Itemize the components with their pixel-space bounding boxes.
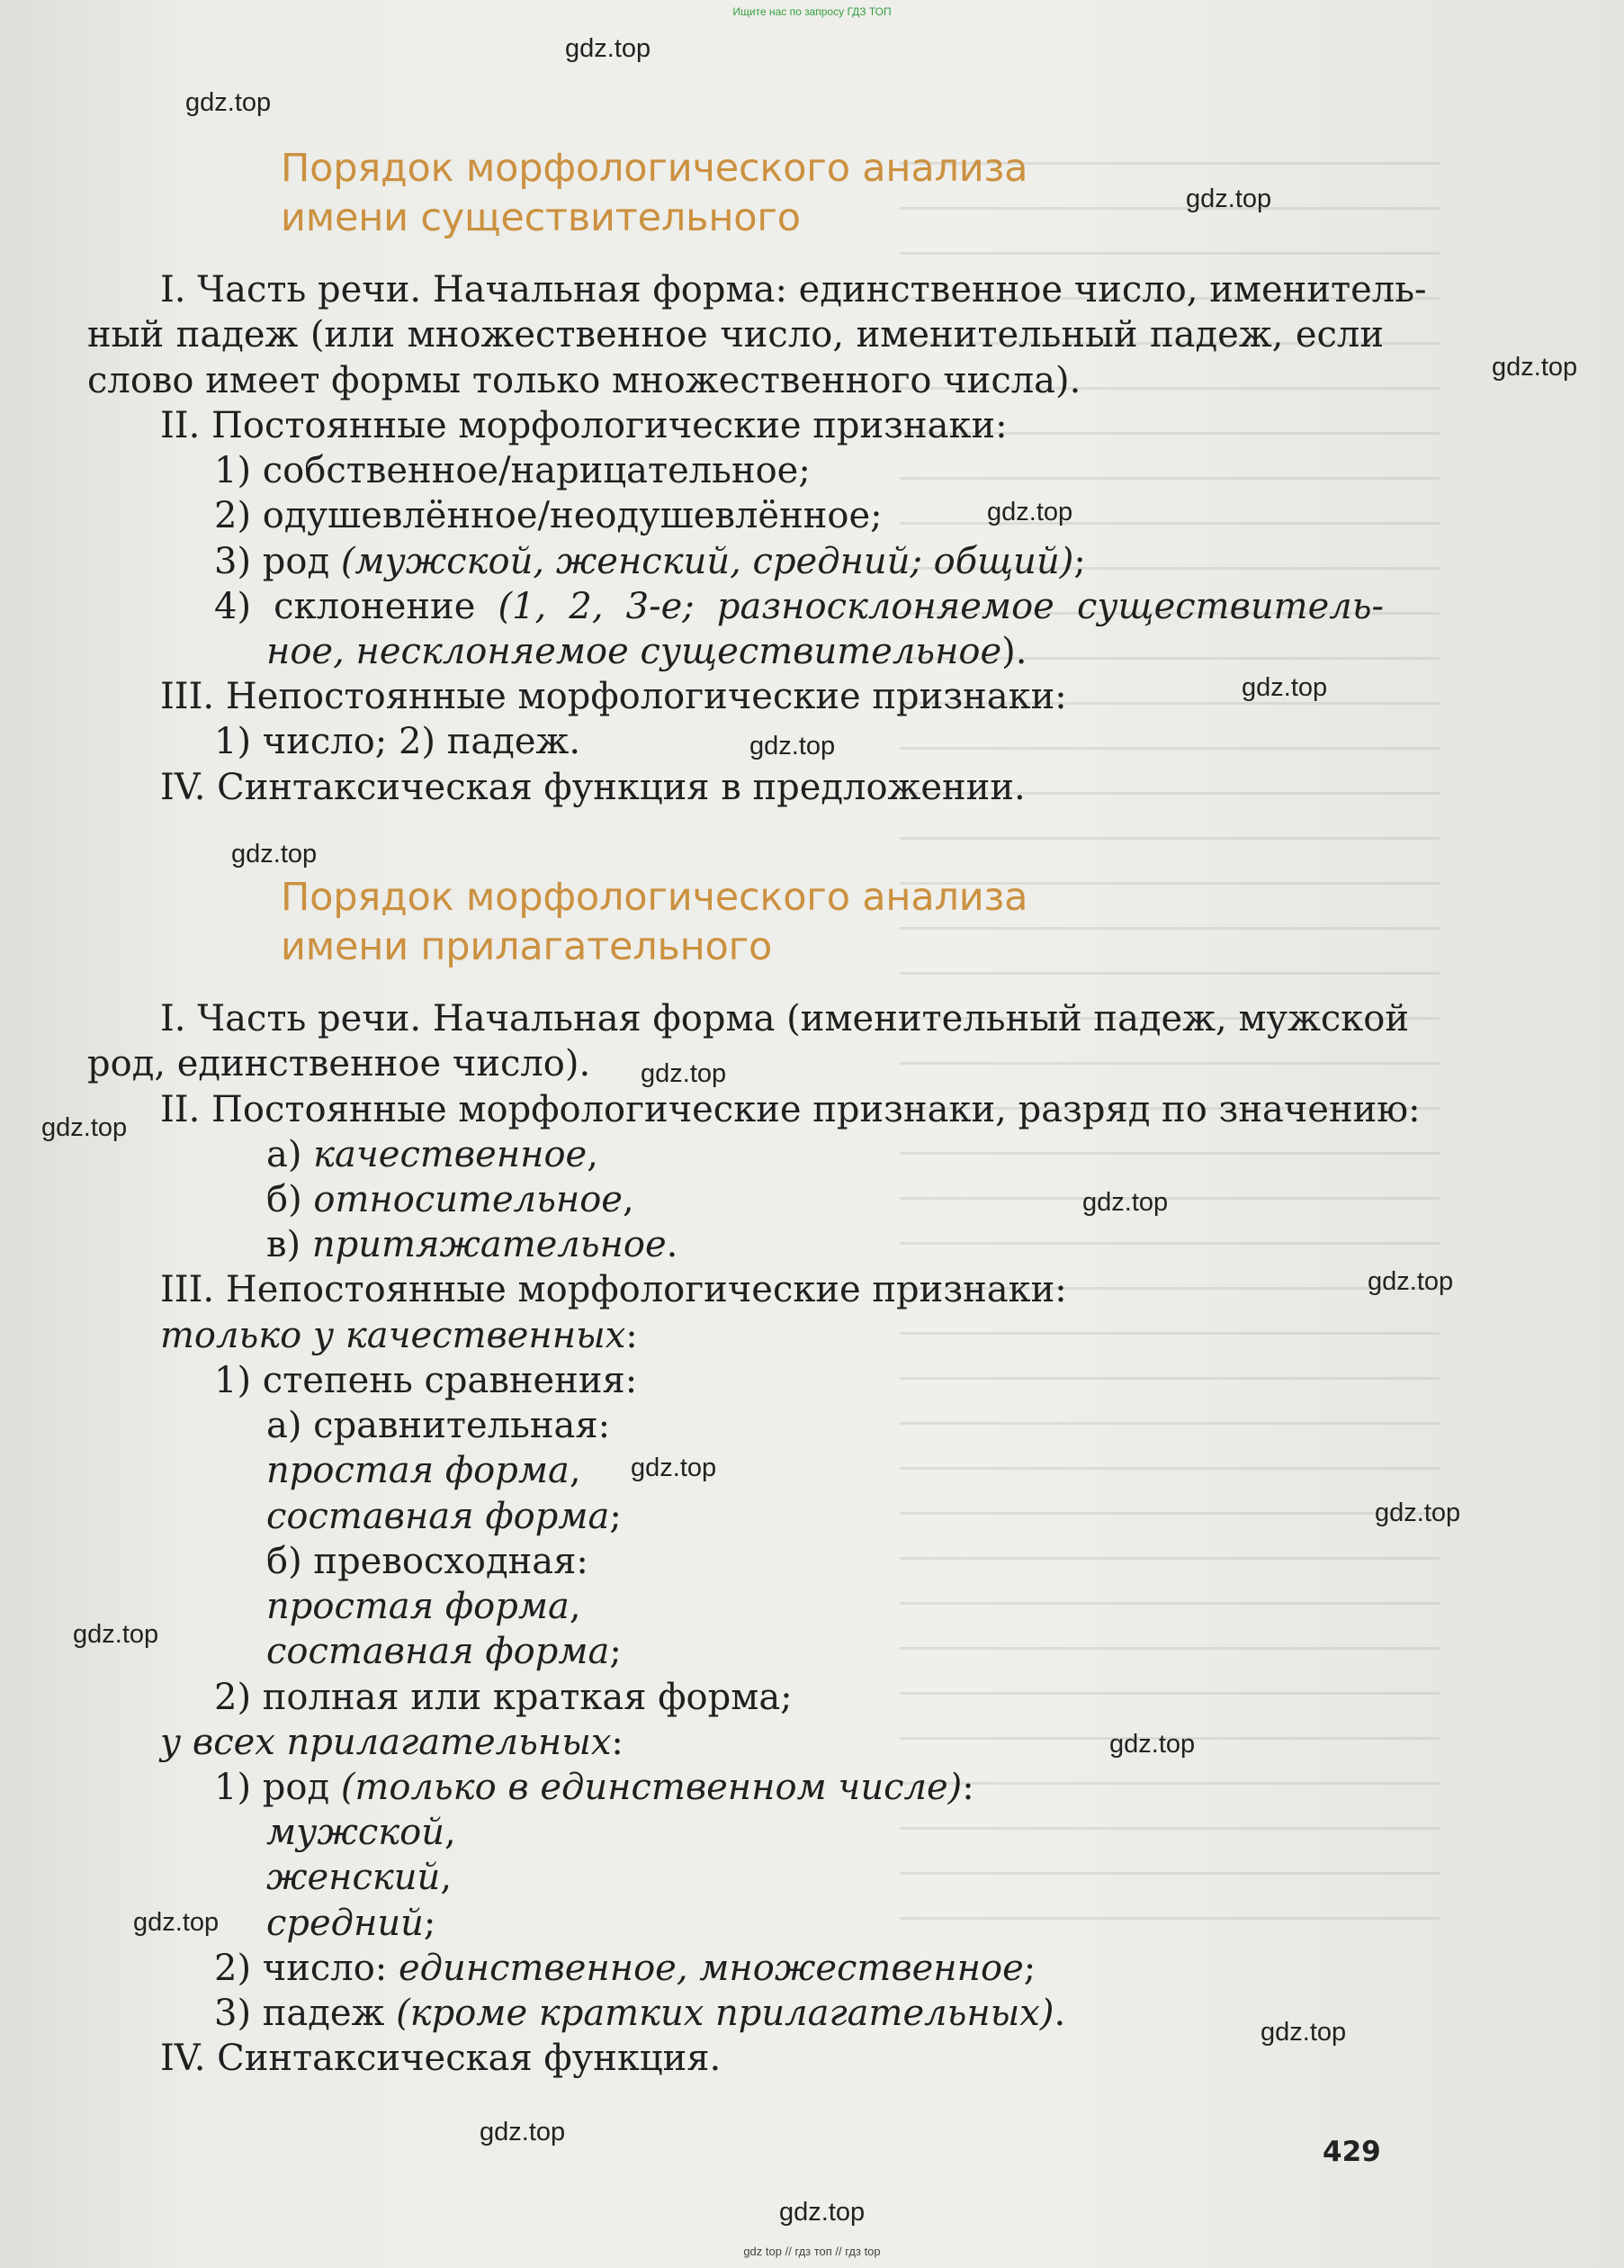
adj-line-14: простая форма, bbox=[266, 1586, 581, 1627]
noun-line-3: слово имеет формы только множественного числа). bbox=[87, 360, 1081, 401]
watermark: gdz.top bbox=[641, 1059, 727, 1088]
adj-line-2: род, единственное число). bbox=[87, 1043, 591, 1084]
watermark: gdz.top bbox=[133, 1908, 220, 1937]
watermark: gdz.top bbox=[1109, 1730, 1196, 1759]
watermark: gdz.top bbox=[1492, 353, 1578, 382]
adj-line-15: составная форма; bbox=[266, 1631, 622, 1672]
adj-line-11: простая форма, bbox=[266, 1450, 581, 1491]
noun-line-7: 3) род (мужской, женский, средний; общий); bbox=[214, 541, 1086, 582]
adj-line-13: б) превосходная: bbox=[266, 1541, 588, 1582]
top-search-note[interactable]: Ищите нас по запросу ГДЗ ТОП bbox=[732, 5, 892, 18]
adj-title-line2: имени прилагательного bbox=[281, 924, 773, 969]
noun-line-2: ный падеж (или множественное число, именительный падеж, если bbox=[87, 314, 1384, 356]
adj-line-20: женский, bbox=[266, 1857, 453, 1898]
adj-line-16: 2) полная или краткая форма; bbox=[214, 1677, 793, 1718]
watermark: gdz.top bbox=[231, 840, 318, 868]
bottom-note[interactable]: gdz top // гдз топ // гдз top bbox=[743, 2245, 881, 2258]
adj-section-title bbox=[281, 873, 1027, 972]
adj-line-24: IV. Синтаксическая функция. bbox=[160, 2038, 722, 2079]
noun-line-6: 2) одушевлённое/неодушевлённое; bbox=[214, 495, 883, 536]
adj-line-17: у всех прилагательных: bbox=[160, 1722, 624, 1763]
watermark: gdz.top bbox=[631, 1454, 717, 1482]
watermark: gdz.top bbox=[1261, 2018, 1347, 2047]
watermark: gdz.top bbox=[1242, 673, 1328, 702]
adj-line-10: а) сравнительная: bbox=[266, 1405, 611, 1446]
watermark: gdz.top bbox=[779, 2198, 866, 2227]
adj-line-22: 2) число: единственное, множественное; bbox=[214, 1948, 1036, 1989]
adj-line-21: средний; bbox=[266, 1903, 436, 1944]
watermark: gdz.top bbox=[987, 498, 1073, 526]
adj-title-line1: Порядок морфологического анализа bbox=[281, 875, 1028, 920]
noun-line-8: 4) склонение (1, 2, 3-е; разносклоняемое существитель- bbox=[214, 586, 1385, 627]
watermark: gdz.top bbox=[749, 732, 836, 760]
noun-line-11: 1) число; 2) падеж. bbox=[214, 721, 581, 762]
noun-line-5: 1) собственное/нарицательное; bbox=[214, 450, 811, 491]
watermark: gdz.top bbox=[1186, 184, 1272, 213]
watermark: gdz.top bbox=[73, 1620, 159, 1649]
watermark: gdz.top bbox=[480, 2118, 566, 2146]
noun-section-title bbox=[281, 144, 1027, 243]
noun-line-10: III. Непостоянные морфологические признаки: bbox=[160, 676, 1067, 717]
adj-line-18: 1) род (только в единственном числе): bbox=[214, 1767, 974, 1808]
noun-line-1: I. Часть речи. Начальная форма: единственное число, именитель- bbox=[160, 269, 1427, 310]
watermark: gdz.top bbox=[565, 34, 651, 63]
page-number: 429 bbox=[1323, 2136, 1381, 2168]
watermark: gdz.top bbox=[1368, 1267, 1454, 1296]
noun-title-line2: имени существительного bbox=[281, 195, 801, 240]
adj-line-6: в) притяжательное. bbox=[266, 1224, 678, 1265]
noun-line-12: IV. Синтаксическая функция в предложении. bbox=[160, 767, 1026, 808]
noun-line-4: II. Постоянные морфологические признаки: bbox=[160, 405, 1008, 446]
adj-line-19: мужской, bbox=[266, 1812, 456, 1853]
watermark: gdz.top bbox=[1082, 1188, 1169, 1217]
adj-line-5: б) относительное, bbox=[266, 1179, 634, 1220]
adj-line-23: 3) падеж (кроме кратких прилагательных). bbox=[214, 1993, 1066, 2034]
adj-line-8: только у качественных: bbox=[160, 1315, 638, 1356]
adj-line-12: составная форма; bbox=[266, 1496, 622, 1537]
adj-line-3: II. Постоянные морфологические признаки, разряд по значению: bbox=[160, 1089, 1421, 1130]
adj-line-9: 1) степень сравнения: bbox=[214, 1360, 638, 1401]
noun-title-line1: Порядок морфологического анализа bbox=[281, 146, 1028, 191]
adj-line-7: III. Непостоянные морфологические признаки: bbox=[160, 1269, 1067, 1310]
watermark: gdz.top bbox=[1375, 1498, 1461, 1527]
adj-line-4: а) качественное, bbox=[266, 1134, 598, 1175]
adj-line-1: I. Часть речи. Начальная форма (именительный падеж, мужской bbox=[160, 998, 1410, 1040]
watermark: gdz.top bbox=[185, 88, 272, 117]
watermark: gdz.top bbox=[41, 1113, 128, 1142]
noun-line-9: ное, несклоняемое существительное). bbox=[266, 631, 1027, 672]
